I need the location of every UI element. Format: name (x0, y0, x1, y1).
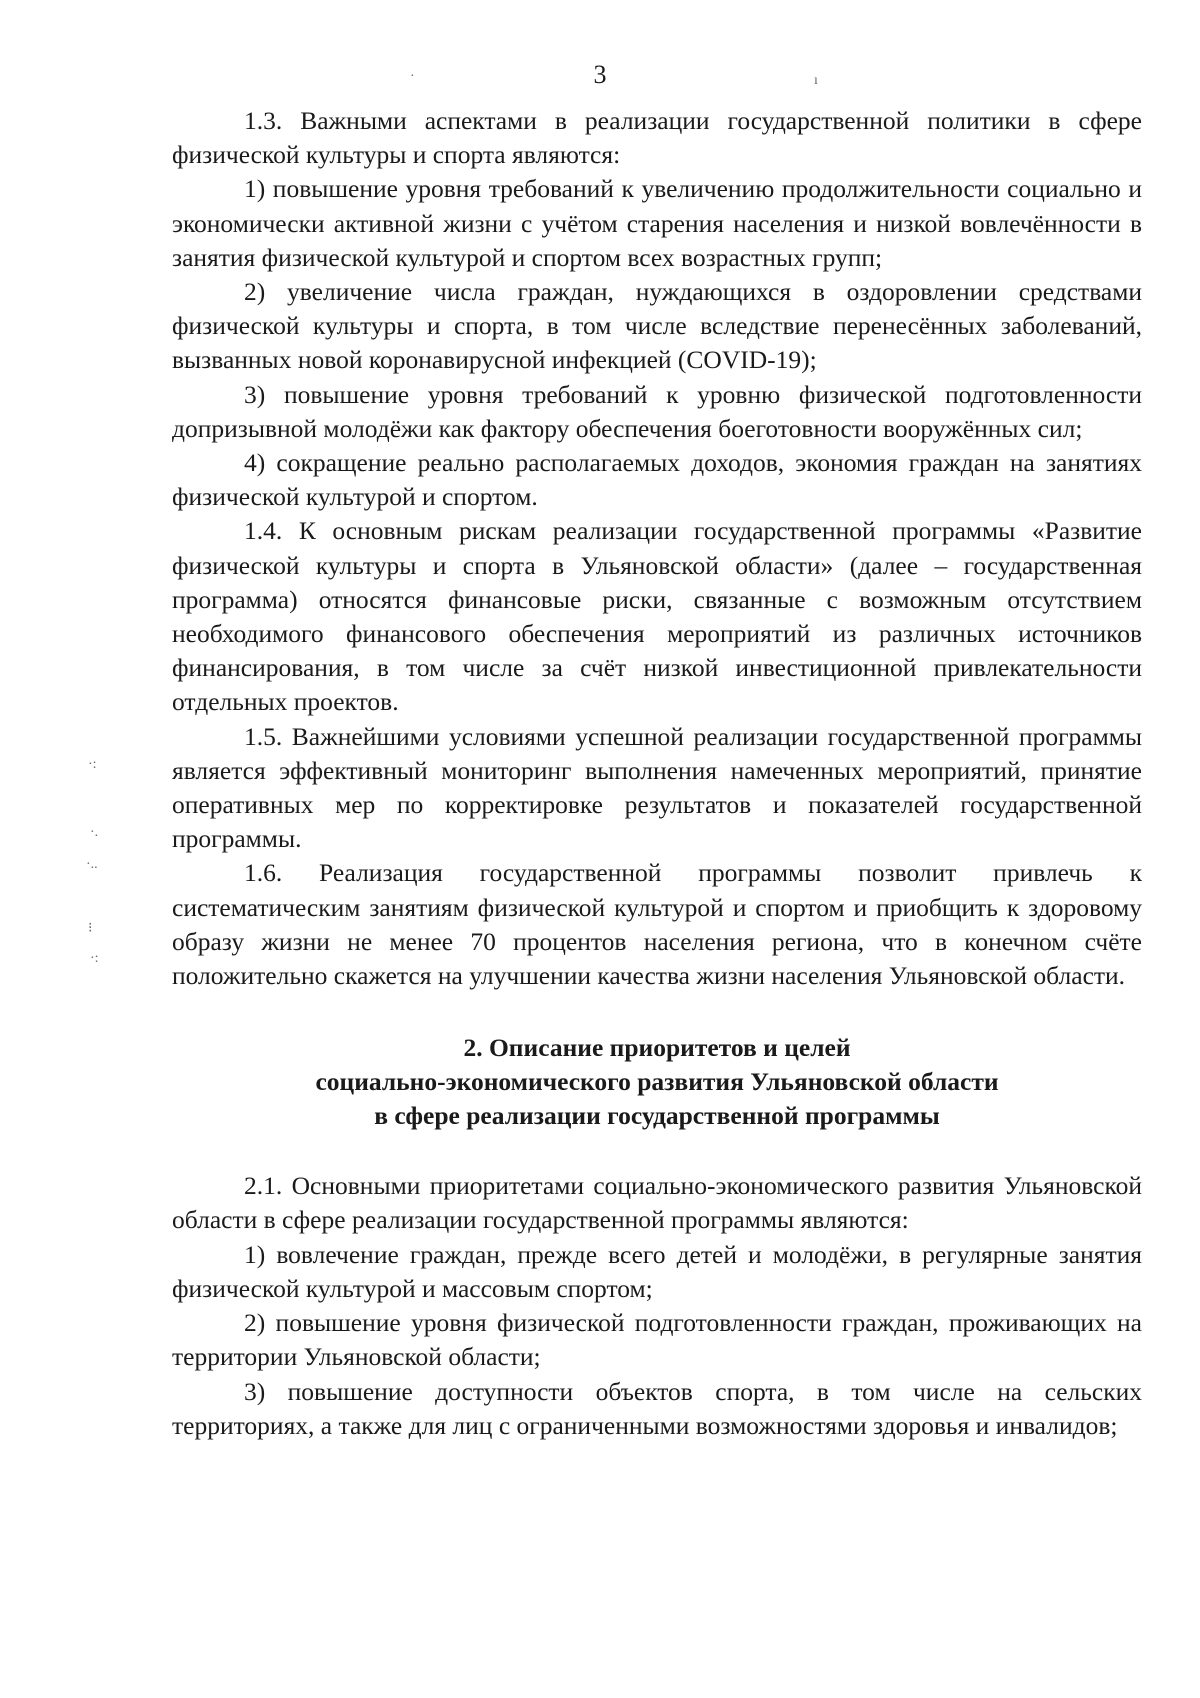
paragraph-1-4: 1.4. К основным рискам реализации государственной программы «Развитие физической культуры и спорта в Ульяновской области» (далее – государственная программа) относятся финансовые риски, связанные с возможным отсутствием необходимого финансового обеспечения мероприятий из различных источников финансирования, в том числе за счёт низкой инвестиционной привлекательности отдельных проектов. (172, 516, 1142, 717)
section-heading (172, 1031, 1142, 1133)
priority-item-3: 3) повышение доступности объектов спорта, в том числе на сельских территориях, а также для лиц с ограниченными возможностями здоровья и инвалидов; (172, 1376, 1142, 1440)
document-page: 3 · ı ·: ·. ·.. ⁝ ·: 1.3. Важными аспектами в реализации государственной политики в сфере физической культуры и спорта являются: 1) повышение уровня требований к увеличению продолжительности социально и экономически активной жизни с учётом старения населения и низкой вовлечённости в занятия физической культурой и спортом всех возрастных групп; 2) увеличение числа граждан, нуждающихся в оздоровлении средствами физической культуры и спорта, в том числе вследствие перенесённых заболеваний, вызванных новой коронавирусной инфекцией (COVID-19); 3) повышение уровня требований к уровню физической подготовленности допризывной молодёжи как фактору обеспечения боеготовности вооружённых сил; 4) сокращение реально располагаемых доходов, экономия граждан на занятиях физической культурой и спортом. 1.4. К основным рискам реализации государственной программы «Развитие физической культуры и спорта в Ульяновской области» (далее – государственная программа) относятся финансовые риски, связанные с возможным отсутствием необходимого финансового обеспечения мероприятий из различных источников финансирования, в том числе за счёт низкой инвестиционной привлекательности отдельных проектов. 1.5. Важнейшими условиями успешной реализации государственной программы является эффективный мониторинг выполнения намеченных мероприятий, принятие оперативных мер по корректировке результатов и показателей государственной программы. 1.6. Реализация государственной программы позволит привлечь к систематическим занятиям физической культурой и спортом и приобщить к здоровому образу жизни не менее 70 процентов населения региона, что в конечном счёте положительно скажется на улучшении качества жизни населения Ульяновской области. 2. Описание приоритетов и целей социально-экономического развития Ульяновской области в сфере реализации государственной программы 2.1. Основными приоритетами социально-экономического развития Ульяновской области в сфере реализации государственной программы являются: 1) вовлечение граждан, прежде всего детей и молодёжи, в регулярные занятия физической культурой и массовым спортом; 2) повышение уровня физической подготовленности граждан, проживающих на территории Ульяновской области; 3) повышение доступности объектов спорта, в том числе на сельских территориях, а также для лиц с ограниченными возможностями здоровья и инвалидов; (0, 0, 1200, 1698)
section-heading-line-2: социально-экономического развития Ульяновской области (315, 1067, 999, 1097)
priority-item-1: 1) вовлечение граждан, прежде всего детей и молодёжи, в регулярные занятия физической культурой и массовым спортом; (172, 1239, 1142, 1303)
paragraph-1-5: 1.5. Важнейшими условиями успешной реализации государственной программы является эффективный мониторинг выполнения намеченных мероприятий, принятие оперативных мер по корректировке результатов и показателей государственной программы. (172, 721, 1142, 854)
page-number: 3 (593, 60, 607, 89)
section-heading-line-1: 2. Описание приоритетов и целей (463, 1033, 851, 1063)
priority-item-2: 2) повышение уровня физической подготовленности граждан, проживающих на территории Ульяновской области; (172, 1308, 1142, 1372)
list-item-4: 4) сокращение реально располагаемых доходов, экономия граждан на занятиях физической культурой и спортом. (172, 448, 1142, 512)
list-item-1: 1) повышение уровня требований к увеличению продолжительности социально и экономически активной жизни с учётом старения населения и низкой вовлечённости в занятия физической культурой и спортом всех возрастных групп; (172, 174, 1142, 272)
paragraph-1-3: 1.3. Важными аспектами в реализации государственной политики в сфере физической культуры и спорта являются: (172, 106, 1142, 170)
document-body (172, 104, 1142, 1443)
list-item-3: 3) повышение уровня требований к уровню физической подготовленности допризывной молодёжи как фактору обеспечения боеготовности вооружённых сил; (172, 379, 1142, 443)
section-heading-line-3: в сфере реализации государственной программы (374, 1101, 940, 1131)
paragraph-2-1: 2.1. Основными приоритетами социально-экономического развития Ульяновской области в сфере реализации государственной программы являются: (172, 1171, 1142, 1235)
paragraph-1-6: 1.6. Реализация государственной программы позволит привлечь к систематическим занятиям физической культурой и спортом и приобщить к здоровому образу жизни не менее 70 процентов населения региона, что в конечном счёте положительно скажется на улучшении качества жизни населения Ульяновской области. (172, 858, 1142, 991)
list-item-2: 2) увеличение числа граждан, нуждающихся в оздоровлении средствами физической культуры и спорта, в том числе вследствие перенесённых заболеваний, вызванных новой коронавирусной инфекцией (COVID-19); (172, 277, 1142, 375)
